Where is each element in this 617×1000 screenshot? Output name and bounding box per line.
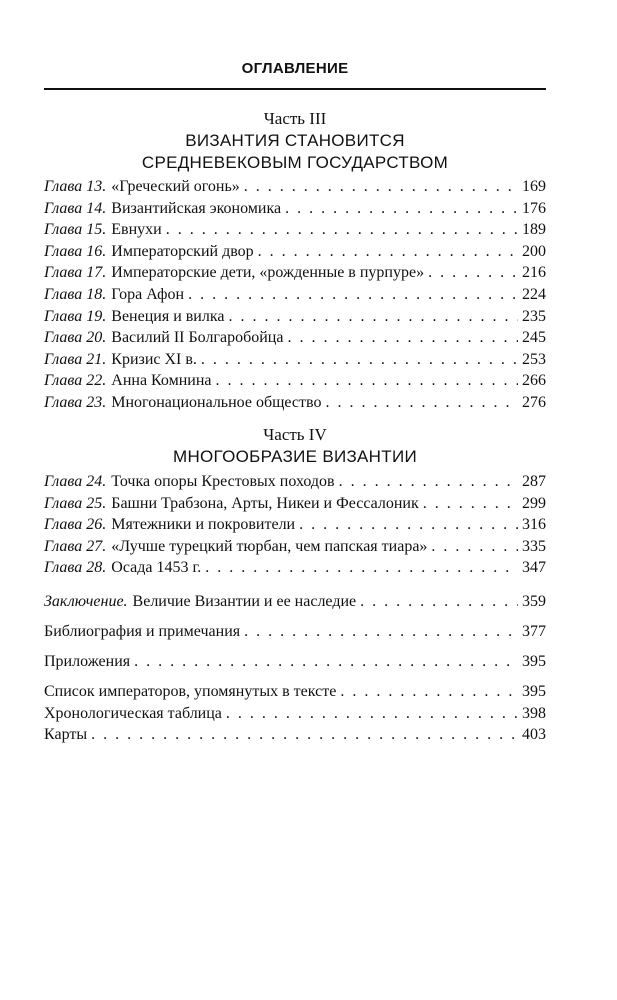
appendix-title: Список императоров, упомянутых в тексте [44, 683, 337, 700]
appendix-title: Хронологическая таблица [44, 704, 222, 722]
chapter-label: Глава 15. [44, 221, 107, 239]
part-4-chapter-list [44, 473, 546, 581]
page-number: 200 [522, 242, 546, 260]
appendix-items-list [44, 683, 546, 748]
page-number: 216 [522, 264, 546, 282]
dot-leader [423, 495, 518, 513]
chapter-title: Мятежники и покровители [111, 516, 296, 534]
dot-leader [228, 308, 518, 326]
dot-leader [285, 200, 518, 218]
chapter-title: Венеция и вилка [111, 307, 225, 325]
page-number: 316 [522, 516, 546, 534]
chapter-label: Глава 27. [44, 537, 107, 555]
toc-entry-emperors-list[interactable] [44, 683, 546, 705]
chapter-title: Гора Афон [111, 285, 185, 303]
toc-entry-maps[interactable] [44, 726, 546, 748]
toc-entry-chapter-19[interactable] [44, 308, 546, 330]
page-number: 398 [522, 704, 546, 722]
chapter-title: Василий II Болгаробойца [111, 329, 284, 347]
chapter-label: Глава 23. [44, 393, 107, 411]
dot-leader [325, 394, 518, 412]
chapter-title: Императорские дети, «рожденные в пурпуре» [111, 264, 425, 282]
chapter-title: Императорский двор [111, 242, 254, 260]
toc-entry-appendices[interactable] [44, 653, 546, 675]
appendices-title: Приложения [44, 653, 131, 670]
page-number: 347 [522, 559, 546, 577]
dot-leader [201, 351, 518, 369]
dot-leader [360, 593, 518, 611]
page-number: 224 [522, 285, 546, 303]
chapter-title: «Лучше турецкий тюрбан, чем папская тиара» [111, 537, 428, 555]
page-number: 266 [522, 372, 546, 390]
toc-entry-chapter-28[interactable] [44, 559, 546, 581]
toc-entry-bibliography[interactable] [44, 623, 546, 645]
dot-leader [244, 178, 518, 196]
part-3-chapter-list [44, 178, 546, 416]
toc-entry-chapter-17[interactable] [44, 264, 546, 286]
conclusion-label: Заключение. [44, 593, 128, 610]
page-number: 169 [522, 178, 546, 195]
page-number: 245 [522, 329, 546, 347]
page-number: 377 [522, 623, 546, 640]
chapter-title: Башни Трабзона, Арты, Никеи и Фессалоник [111, 494, 419, 512]
dot-leader [244, 623, 518, 641]
toc-entry-chapter-26[interactable] [44, 516, 546, 538]
toc-entry-conclusion[interactable] [44, 593, 546, 615]
toc-entry-chapter-24[interactable] [44, 473, 546, 495]
dot-leader [205, 559, 518, 577]
chapter-label: Глава 21. [44, 350, 107, 368]
chapter-title: Многонациональное общество [111, 393, 322, 411]
part-4-number: Часть IV [263, 425, 327, 444]
dot-leader [258, 243, 518, 261]
chapter-label: Глава 28. [44, 559, 107, 577]
chapter-label: Глава 18. [44, 285, 107, 303]
page-number: 395 [522, 653, 546, 670]
chapter-label: Глава 22. [44, 372, 107, 390]
appendices-list [44, 653, 546, 675]
toc-entry-chapter-20[interactable] [44, 329, 546, 351]
toc-entry-chapter-13[interactable] [44, 178, 546, 200]
chapter-label: Глава 25. [44, 494, 107, 512]
chapter-title: Евнухи [111, 221, 162, 239]
part-3-title-line-2: СРЕДНЕВЕКОВЫМ ГОСУДАРСТВОМ [141, 153, 449, 172]
part-4-title: МНОГООБРАЗИЕ ВИЗАНТИИ [173, 447, 417, 466]
dot-leader [226, 705, 518, 723]
chapter-label: Глава 13. [44, 178, 107, 195]
chapter-label: Глава 20. [44, 329, 107, 347]
toc-entry-chronology[interactable] [44, 705, 546, 727]
page-number: 359 [522, 593, 546, 610]
dot-leader [428, 264, 518, 282]
page-number: 235 [522, 307, 546, 325]
chapter-label: Глава 16. [44, 242, 107, 260]
chapter-label: Глава 19. [44, 307, 107, 325]
part-3-title-line-1: ВИЗАНТИЯ СТАНОВИТСЯ [185, 131, 405, 150]
chapter-title: Византийская экономика [111, 199, 282, 217]
chapter-label: Глава 26. [44, 516, 107, 534]
dot-leader [166, 221, 518, 239]
toc-entry-chapter-25[interactable] [44, 495, 546, 517]
chapter-label: Глава 17. [44, 264, 107, 282]
bibliography-list [44, 623, 546, 645]
dot-leader [188, 286, 518, 304]
page-header: ОГЛАВЛЕНИЕ [241, 60, 349, 77]
chapter-label: Глава 14. [44, 199, 107, 217]
page-number: 403 [522, 726, 546, 744]
part-3-number: Часть III [263, 109, 327, 128]
page-number: 176 [522, 199, 546, 217]
chapter-title: Анна Комнина [111, 372, 212, 390]
page-number: 335 [522, 537, 546, 555]
toc-entry-chapter-23[interactable] [44, 394, 546, 416]
chapter-title: Осада 1453 г. [111, 559, 202, 577]
dot-leader [299, 516, 518, 534]
page-number: 287 [522, 473, 546, 490]
toc-entry-chapter-18[interactable] [44, 286, 546, 308]
chapter-label: Глава 24. [44, 473, 107, 490]
toc-entry-chapter-21[interactable] [44, 351, 546, 373]
dot-leader [340, 683, 518, 701]
appendix-title: Карты [44, 726, 88, 744]
chapter-title: Точка опоры Крестовых походов [111, 473, 335, 490]
dot-leader [134, 653, 518, 671]
dot-leader [287, 329, 518, 347]
bibliography-title: Библиография и примечания [44, 623, 241, 640]
dot-leader [91, 726, 518, 744]
dot-leader [216, 372, 518, 390]
conclusion-list [44, 593, 546, 615]
toc-entry-chapter-14[interactable] [44, 200, 546, 222]
toc-entry-chapter-22[interactable] [44, 372, 546, 394]
page-number: 299 [522, 494, 546, 512]
page-number: 395 [522, 683, 546, 700]
toc-entry-chapter-16[interactable] [44, 243, 546, 265]
dot-leader [339, 473, 518, 491]
chapter-title: Кризис XI в. [111, 350, 197, 368]
header-rule [44, 88, 546, 90]
toc-entry-chapter-27[interactable] [44, 538, 546, 560]
dot-leader [431, 538, 518, 556]
page-number: 253 [522, 350, 546, 368]
page-number: 189 [522, 221, 546, 239]
toc-entry-chapter-15[interactable] [44, 221, 546, 243]
page-number: 276 [522, 393, 546, 411]
chapter-title: «Греческий огонь» [111, 178, 240, 195]
conclusion-title: Величие Византии и ее наследие [132, 593, 357, 610]
